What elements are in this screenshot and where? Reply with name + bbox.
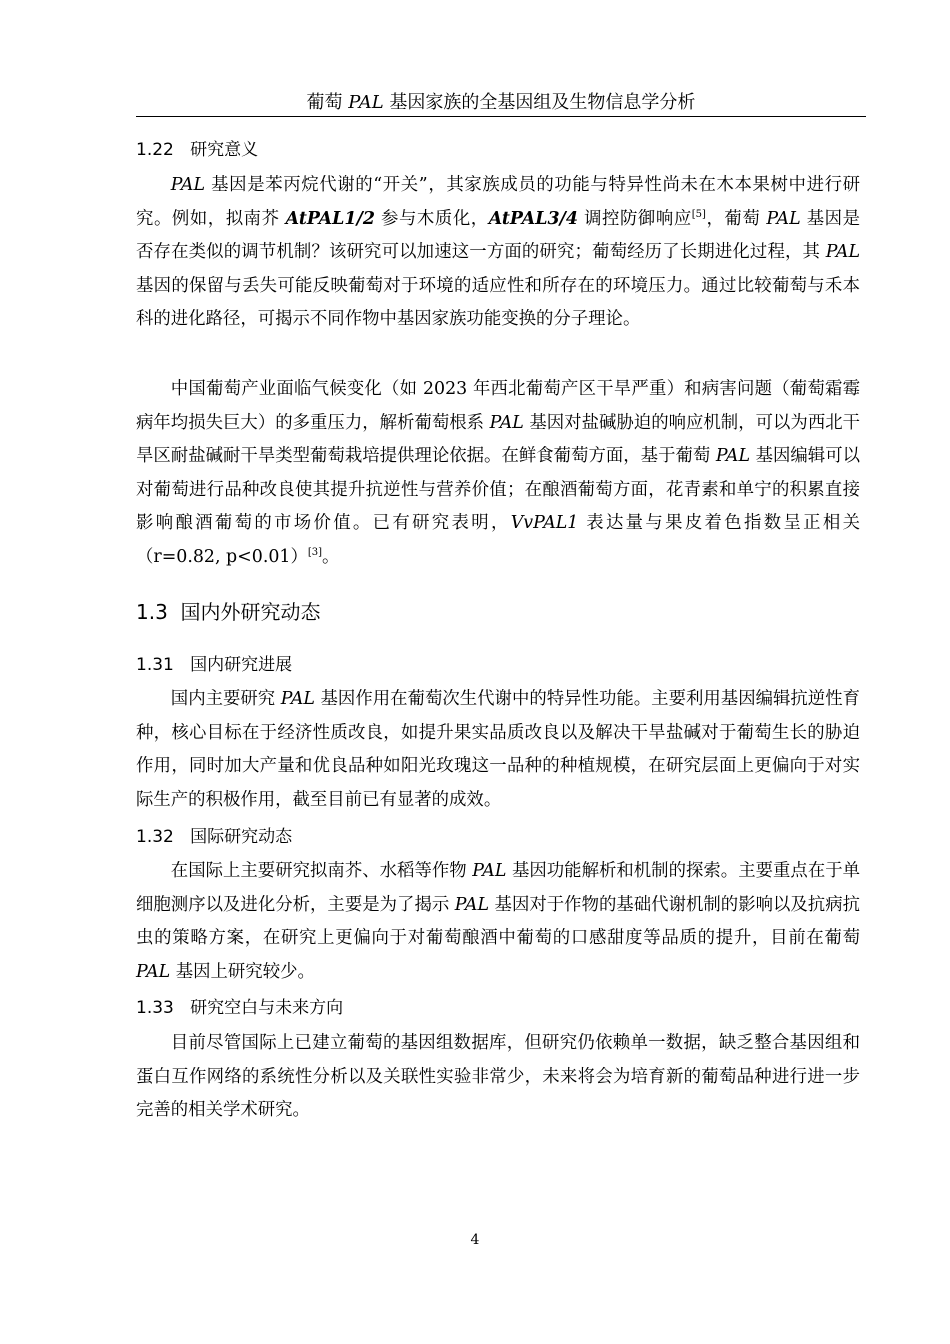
gene-name: PAL bbox=[766, 208, 801, 229]
paragraph-international-progress bbox=[136, 855, 860, 989]
section-title: 研究空白与未来方向 bbox=[190, 998, 344, 1018]
citation: [5] bbox=[691, 208, 706, 220]
gene-name: PAL bbox=[454, 894, 490, 915]
page-number: 4 bbox=[470, 1232, 480, 1248]
gene-name: VvPAL1 bbox=[510, 513, 579, 533]
text-run: 。 bbox=[322, 546, 340, 567]
gene-name: PAL bbox=[170, 175, 206, 195]
text-run: 基因编辑可以对葡萄进行品种改良使其提升抗逆性与营养价值；在酿酒葡萄方面，花青素和单宁的积累直接影响酿酒葡萄的市场价值。已有研究表明， bbox=[136, 446, 860, 533]
text-run: 基因上研究较少。 bbox=[170, 961, 315, 982]
section-number: 1.3 bbox=[136, 600, 168, 624]
text-run: ，葡萄 bbox=[705, 208, 767, 229]
paragraph-significance-1 bbox=[136, 169, 860, 337]
text-run: 基因对盐碱胁迫的响应机制，可以为西北干旱区耐盐碱耐干旱类型葡萄栽培提供理论依据。在鲜食葡萄方面，基于葡萄 bbox=[136, 412, 861, 466]
gene-name: AtPAL1/2 bbox=[285, 208, 375, 229]
text-run: 基因是否存在类似的调节机制？该研究可以加速这一方面的研究；葡萄经历了长期进化过程，其 bbox=[136, 208, 861, 262]
text-run: 调控防御响应 bbox=[578, 208, 692, 229]
gene-name: PAL bbox=[715, 446, 751, 466]
citation: [3] bbox=[307, 546, 323, 558]
paragraph-gaps-future bbox=[136, 1027, 860, 1128]
header-title-pre: 葡萄 bbox=[306, 92, 349, 113]
text-run: 基因是苯丙烷代谢的“开关”，其家族成员的功能与特异性尚未在木本果树中进行研究。例如，拟南芥 bbox=[136, 175, 860, 229]
section-number: 1.33 bbox=[136, 998, 174, 1018]
section-title: 国际研究动态 bbox=[190, 827, 293, 847]
text-run: 在国际上主要研究拟南芥、水稻等作物 bbox=[170, 861, 473, 881]
section-heading-1-31 bbox=[136, 654, 292, 676]
paragraph-significance-2 bbox=[136, 373, 860, 574]
running-header bbox=[136, 92, 866, 117]
header-title-post: 基因家族的全基因组及生物信息学分析 bbox=[383, 92, 696, 113]
text-run: 表达量与果皮着色指数呈正相关（r=0.82, p<0.01） bbox=[136, 513, 860, 567]
section-title: 国内外研究动态 bbox=[180, 600, 321, 624]
section-heading-1-3 bbox=[136, 599, 321, 625]
gene-name: PAL bbox=[472, 861, 507, 881]
section-title: 国内研究进展 bbox=[190, 655, 293, 675]
section-number: 1.32 bbox=[136, 827, 174, 847]
text-run: 国内主要研究 bbox=[170, 689, 281, 709]
text-run: 参与木质化， bbox=[374, 208, 489, 229]
section-number: 1.22 bbox=[136, 140, 174, 160]
text-run: 目前尽管国际上已建立葡萄的基因组数据库，但研究仍依赖单一数据，缺乏整合基因组和蛋白互作网络的系统性分析以及关联性实验非常少，未来将会为培育新的葡萄品种进行进一步完善的相关学术研究。 bbox=[136, 1033, 860, 1120]
text-run: 基因作用在葡萄次生代谢中的特异性功能。主要利用基因编辑抗逆性育种，核心目标在于经济性质改良，如提升果实品质改良以及解决干旱盐碱对于葡萄生长的胁迫作用，同时加大产量和优良品种如阳光玫瑰这一品种的种植规模，在研究层面上更偏向于对实际生产的积极作用，截至目前已有显著的成效。 bbox=[136, 689, 861, 810]
gene-name: PAL bbox=[136, 961, 171, 982]
text-run: 中国葡萄产业面临气候变化（如 2023 年西北葡萄产区干旱严重）和病害问题（葡萄霜霉病年均损失巨大）的多重压力，解析葡萄根系 bbox=[136, 379, 860, 433]
text-run: 基因的保留与丢失可能反映葡萄对于环境的适应性和所存在的环境压力。通过比较葡萄与禾本科的进化路径，可揭示不同作物中基因家族功能变换的分子理论。 bbox=[136, 275, 860, 329]
section-heading-1-32 bbox=[136, 826, 292, 848]
section-heading-1-33 bbox=[136, 997, 343, 1019]
text-run: 基因功能解析和机制的探索。主要重点在于单细胞测序以及进化分析，主要是为了揭示 bbox=[136, 861, 861, 915]
header-title-gene: PAL bbox=[348, 92, 384, 113]
gene-name: PAL bbox=[825, 242, 860, 262]
section-heading-1-22 bbox=[136, 139, 258, 161]
gene-name: AtPAL3/4 bbox=[488, 208, 579, 229]
paragraph-domestic-progress bbox=[136, 683, 860, 817]
section-number: 1.31 bbox=[136, 655, 174, 675]
gene-name: PAL bbox=[280, 689, 315, 709]
section-title: 研究意义 bbox=[190, 140, 259, 160]
gene-name: PAL bbox=[489, 412, 524, 433]
text-run: 基因对于作物的基础代谢机制的影响以及抗病抗虫的策略方案，在研究上更偏向于对葡萄酿酒中葡萄的口感甜度等品质的提升，目前在葡萄 bbox=[136, 894, 861, 948]
